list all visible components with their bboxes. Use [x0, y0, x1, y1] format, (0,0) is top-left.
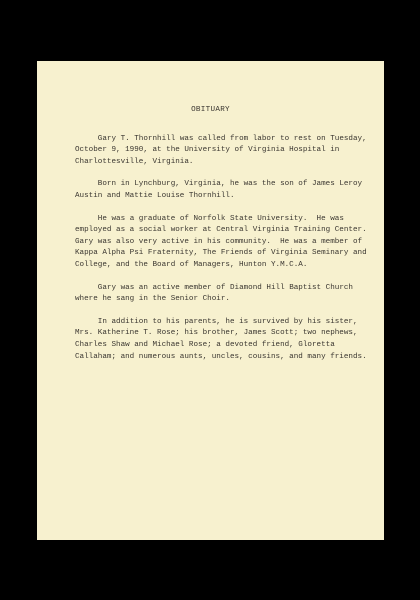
document-page — [37, 61, 384, 540]
paragraph-education-work: He was a graduate of Norfolk State University. He was employed as a social worker at Central Virginia Training Center. Gary was also very active in his community. He was a member of Kappa Alpha Psi Fraternity, The Friends of Virginia Seminary and College, and the Board of Managers, Hunton Y.M.C.A. — [75, 214, 367, 269]
paragraph-church: Gary was an active member of Diamond Hill Baptist Church where he sang in the Senior Choir. — [75, 283, 353, 304]
paragraph-death-notice: Gary T. Thornhill was called from labor to rest on Tuesday, October 9, 1990, at the University of Virginia Hospital in Charlottesville, Virginia. — [75, 134, 367, 166]
paragraph-birth: Born in Lynchburg, Virginia, he was the son of James Leroy Austin and Mattie Louise Thornhill. — [75, 180, 363, 200]
paragraph-survivors: In addition to his parents, he is survived by his sister, Mrs. Katherine T. Rose; his brother, James Scott; two nephews, Charles Shaw and Michael Rose; a devoted friend, Gloretta Callaham; and numerous aunts, uncles, cousins, and many friends. — [75, 317, 367, 361]
document-title: OBITUARY — [191, 106, 230, 114]
